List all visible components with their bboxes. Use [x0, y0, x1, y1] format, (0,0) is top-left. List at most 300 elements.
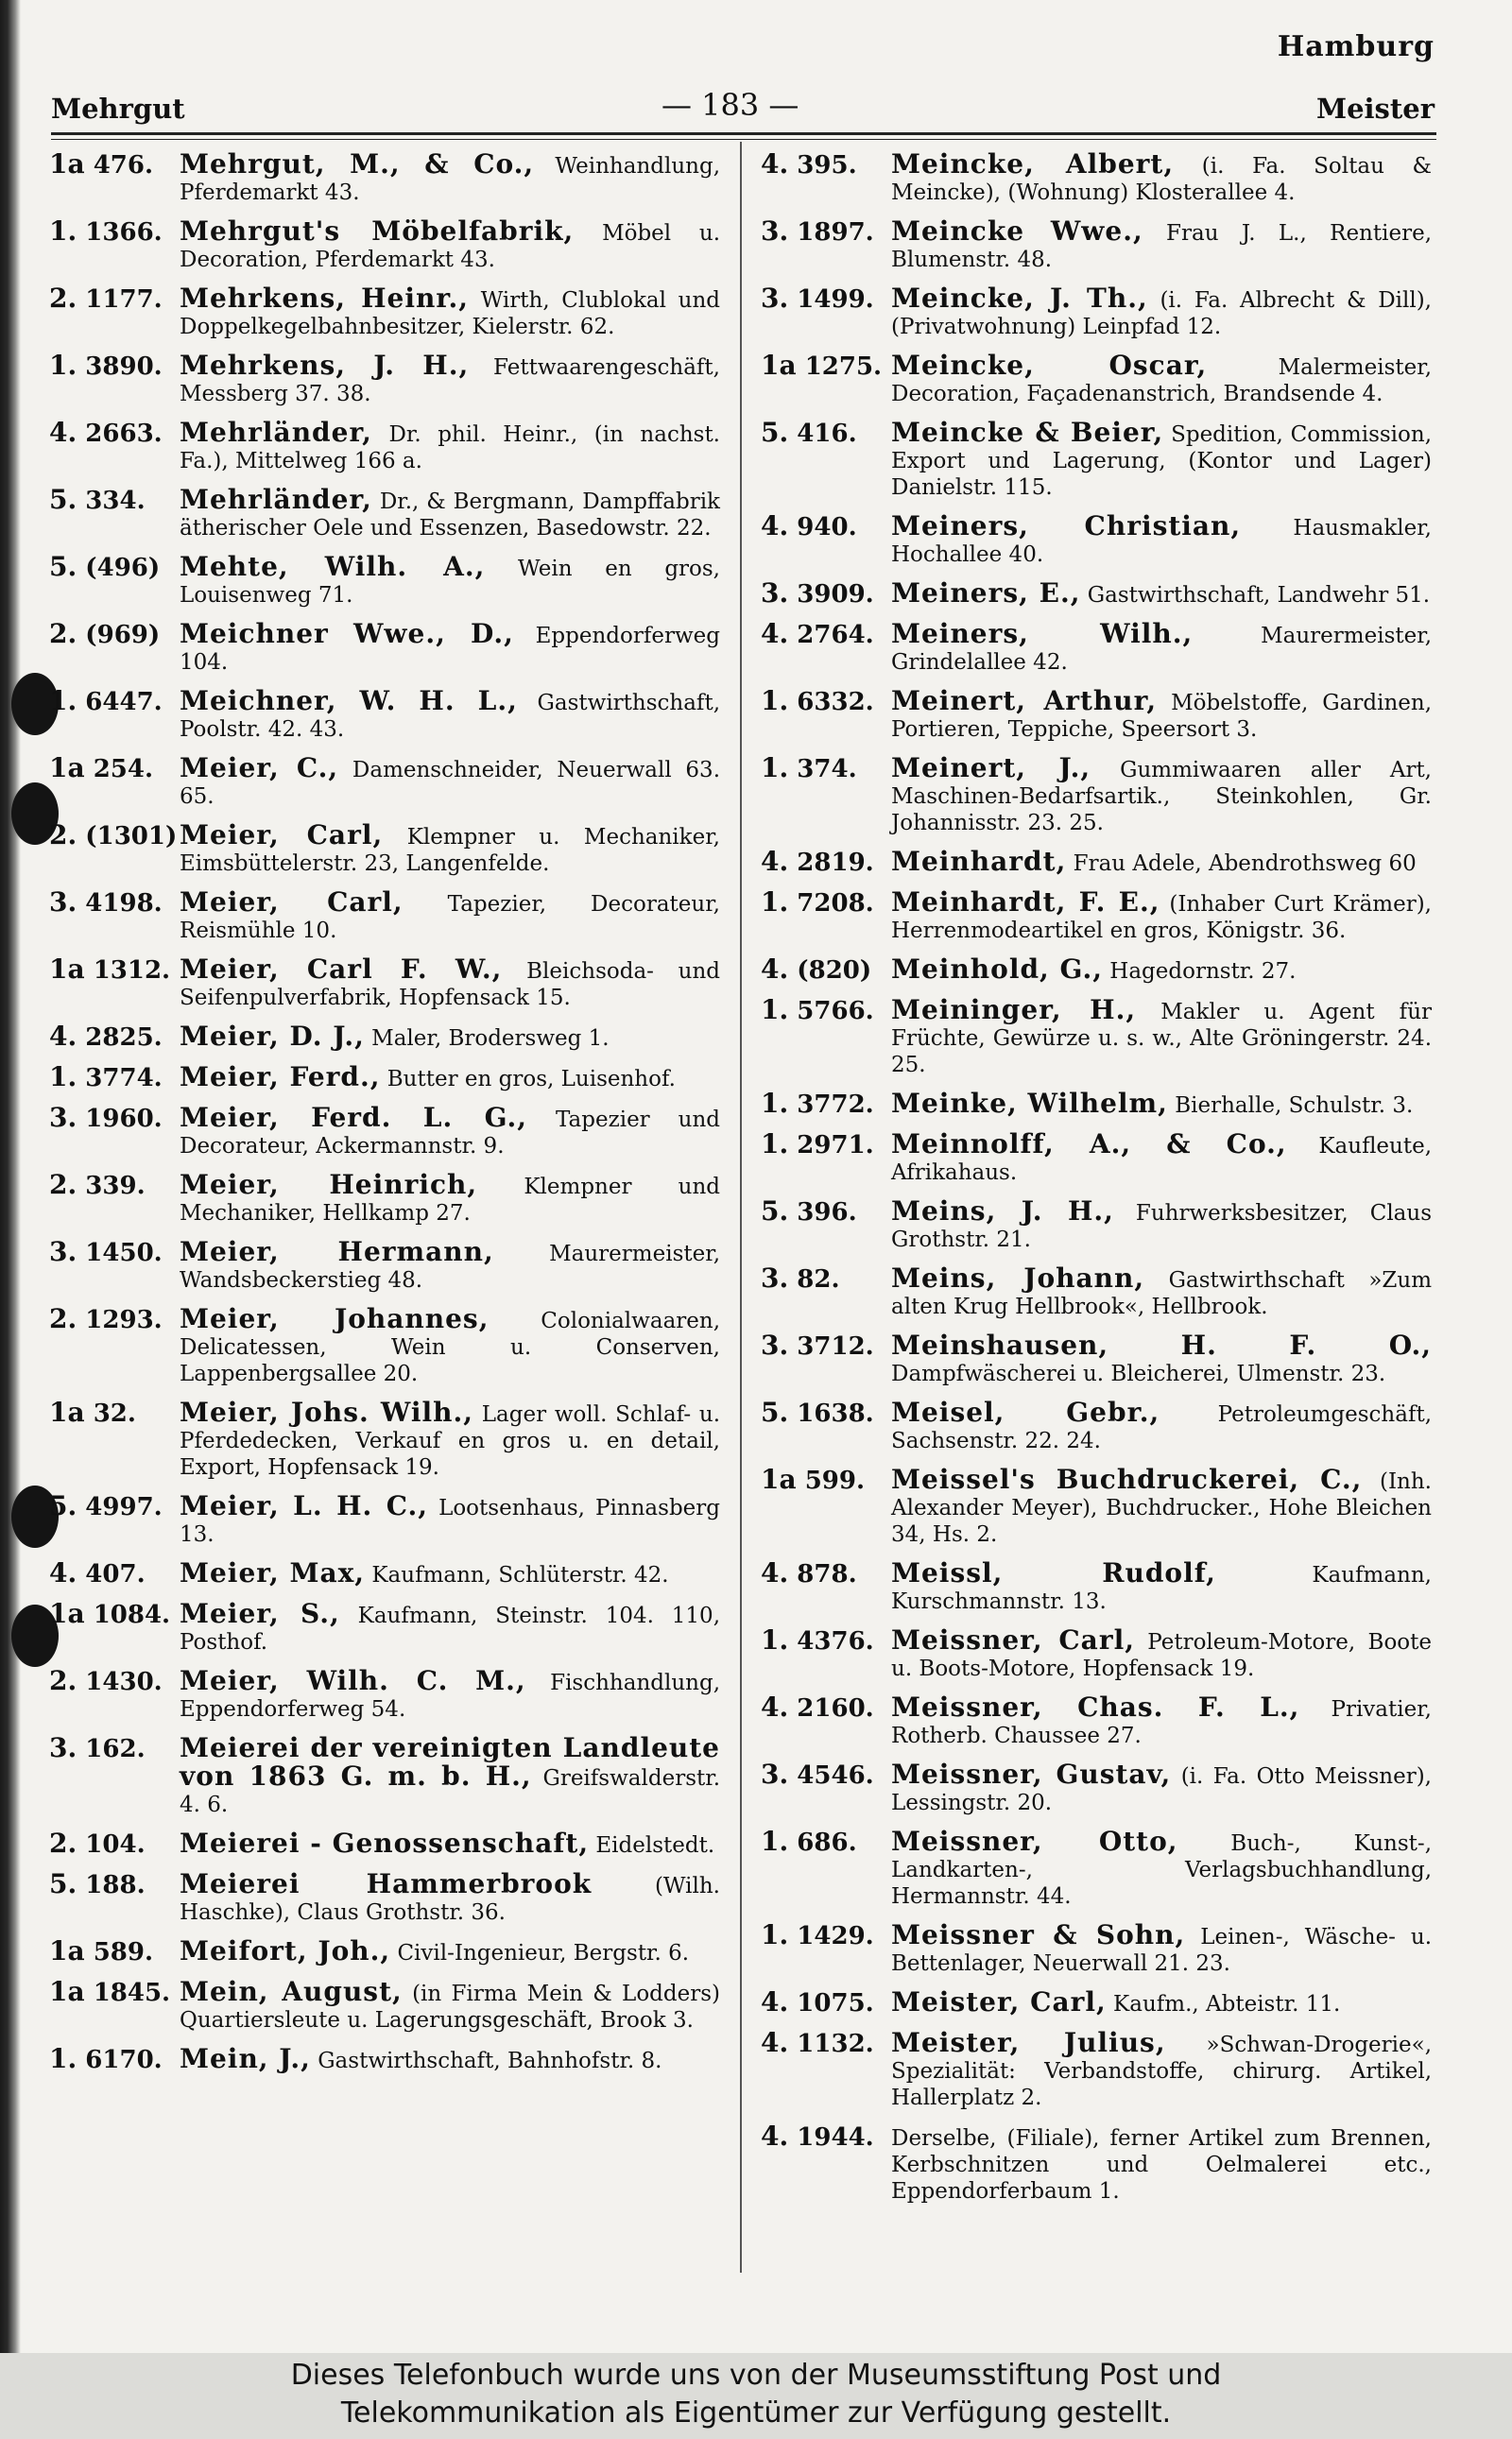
subscriber-details: Tapezier, Decorateur, Reismühle 10. [180, 892, 720, 943]
directory-entry [761, 148, 1433, 206]
line-number: 1499. [797, 285, 874, 314]
directory-entry [761, 1088, 1432, 1119]
line-number: 6170. [85, 2046, 163, 2074]
subscriber-details: Butter en gros, Luisenhof. [387, 1067, 676, 1091]
subscriber-name: Meincke, J. Th., [891, 283, 1148, 314]
line-number: 1293. [85, 1306, 163, 1334]
exchange-zone: 1. [49, 1061, 77, 1092]
phone-number [761, 1262, 840, 1294]
line-number: 339. [85, 1172, 146, 1200]
subscriber-name: Meinnolff, A., & Co., [891, 1128, 1287, 1159]
entry-text [180, 819, 720, 877]
subscriber-details: Bleichsoda- und Seifenpulverfabrik, Hopfensack 15. [180, 959, 721, 1010]
directory-entry [761, 886, 1432, 944]
phone-number [761, 1332, 874, 1360]
exchange-zone: 3. [761, 1262, 789, 1294]
line-number: 1084. [93, 1601, 171, 1629]
phone-number [49, 2043, 163, 2074]
subscriber-name: Meinhardt, [891, 846, 1067, 877]
subscriber-name: Meiners, Wilh., [891, 618, 1194, 649]
exchange-zone: 3. [49, 1732, 77, 1763]
subscriber-details: Petroleumgeschäft, Sachsenstr. 22. 24. [891, 1402, 1433, 1453]
exchange-zone: 4. [761, 846, 789, 877]
subscriber-name: Meier, Johannes, [180, 1303, 490, 1334]
subscriber-name: Meincke, Albert, [891, 148, 1175, 180]
line-number: 82. [797, 1265, 840, 1294]
line-number: 686. [797, 1829, 857, 1857]
subscriber-details: Greifswalderstr. 4. 6. [180, 1766, 721, 1817]
line-number: 1845. [93, 1979, 171, 2007]
subscriber-name: Meier, Carl, [180, 819, 384, 850]
line-number: 599. [804, 1467, 866, 1495]
subscriber-name: Meins, Johann, [891, 1262, 1145, 1294]
exchange-zone: 1a [49, 752, 85, 783]
directory-entry [761, 215, 1432, 273]
page-number: — 183 — [662, 87, 799, 123]
line-number: 162. [85, 1735, 146, 1763]
header-city: Hamburg [1277, 30, 1435, 63]
entry-text [891, 1397, 1433, 1454]
exchange-zone: 3. [761, 283, 789, 314]
entry-text [180, 1557, 720, 1589]
subscriber-details: Derselbe, (Filiale), ferner Artikel zum Brennen, Kerbschnitzen und Oelmalerei etc., Eppendorferbaum 1. [891, 2126, 1432, 2204]
exchange-zone: 4. [761, 953, 789, 985]
phone-number [761, 510, 857, 541]
entry-text [891, 1262, 1432, 1320]
phone-number [49, 1303, 163, 1334]
directory-entry [49, 953, 721, 1011]
line-number: 878. [797, 1560, 857, 1589]
phone-number [761, 685, 874, 716]
phone-number [761, 1761, 874, 1789]
subscriber-name: Meierei - Genossenschaft, [180, 1828, 590, 1859]
subscriber-details: Lootsenhaus, Pinnasberg 13. [180, 1496, 720, 1547]
subscriber-name: Meier, Max, [180, 1557, 366, 1589]
exchange-zone: 1. [761, 685, 789, 716]
entry-text [891, 685, 1433, 743]
exchange-zone: 1. [49, 685, 77, 716]
subscriber-name: Meier, L. H. C., [180, 1490, 429, 1521]
left-column [49, 148, 721, 2087]
directory-entry [49, 1236, 720, 1294]
entry-text [180, 417, 720, 474]
exchange-zone: 4. [761, 1557, 789, 1589]
phone-number [761, 1088, 874, 1119]
phone-number [761, 1557, 857, 1589]
phone-number [49, 1169, 146, 1200]
line-number: 2825. [85, 1023, 163, 1052]
entry-text [891, 953, 1432, 985]
subscriber-name: Meincke, Oscar, [891, 350, 1208, 381]
line-number: 589. [93, 1938, 154, 1967]
line-number: 3712. [797, 1332, 874, 1361]
directory-entry [761, 1624, 1432, 1682]
header-first-word: Mehrgut [51, 93, 185, 125]
subscriber-details: Bierhalle, Schulstr. 3. [1175, 1093, 1414, 1118]
entry-text [891, 1332, 1432, 1387]
subscriber-details: Eidelstedt. [595, 1833, 715, 1858]
directory-entry [49, 1732, 721, 1818]
exchange-zone: 1. [761, 1826, 789, 1857]
line-number: 1638. [797, 1400, 874, 1428]
line-number: 1366. [85, 218, 163, 247]
directory-entry [761, 752, 1432, 836]
phone-number [49, 1830, 146, 1858]
phone-number [49, 148, 154, 180]
subscriber-details: Dampfwäscherei u. Bleicherei, Ulmenstr. 23. [891, 1362, 1386, 1386]
subscriber-details: Damenschneider, Neuerwall 63. 65. [180, 758, 721, 809]
subscriber-name: Mehrkens, Heinr., [180, 283, 470, 314]
subscriber-details: Kaufleute, Afrikahaus. [891, 1134, 1433, 1185]
directory-entry [49, 1102, 720, 1159]
line-number: 32. [93, 1400, 136, 1428]
exchange-zone: 1. [761, 752, 789, 783]
subscriber-name: Meifort, Joh., [180, 1935, 391, 1967]
subscriber-details: Gastwirthschaft, Bahnhofstr. 8. [318, 2049, 662, 2073]
exchange-zone: 1. [49, 215, 77, 247]
exchange-zone: 3. [761, 215, 789, 247]
phone-number [761, 618, 874, 649]
phone-number [49, 484, 146, 515]
subscriber-name: Meinert, Arthur, [891, 685, 1158, 716]
subscriber-details: Kaufm., Abteistr. 11. [1113, 1992, 1341, 2017]
line-number: 1897. [797, 218, 874, 247]
line-number: 395. [797, 151, 857, 180]
phone-number [49, 352, 163, 380]
entry-text [180, 484, 720, 541]
directory-entry [761, 2123, 1432, 2205]
exchange-zone: 3. [761, 1759, 789, 1790]
line-number: 188. [85, 1871, 146, 1899]
directory-entry [49, 618, 720, 676]
directory-entry [49, 752, 721, 810]
subscriber-details: (i. Fa. Albrecht & Dill), (Privatwohnung) Leinpfad 12. [891, 288, 1432, 339]
directory-entry [761, 285, 1432, 340]
entry-text [891, 886, 1432, 944]
directory-entry [761, 1694, 1432, 1749]
line-number: 1429. [797, 1922, 874, 1950]
exchange-zone: 1a [761, 350, 797, 381]
exchange-zone: 4. [761, 1986, 789, 2018]
entry-text [180, 1868, 720, 1926]
entry-text [891, 1826, 1432, 1910]
phone-number [49, 1598, 171, 1629]
exchange-zone: 2. [49, 283, 77, 314]
subscriber-name: Meins, J. H., [891, 1195, 1114, 1227]
directory-entry [49, 1557, 720, 1589]
subscriber-details: Hausmakler, Hochallee 40. [891, 516, 1432, 567]
subscriber-details: Privatier, Rotherb. Chaussee 27. [891, 1697, 1432, 1748]
exchange-zone: 4. [761, 1692, 789, 1723]
phone-number [761, 1694, 874, 1722]
entry-text [180, 2043, 720, 2074]
entry-text [891, 577, 1432, 609]
exchange-zone: 1a [49, 1935, 85, 1967]
subscriber-name: Mehrländer, [180, 417, 372, 448]
directory-entry [761, 417, 1433, 501]
entry-text [891, 1464, 1432, 1548]
phone-number [761, 2027, 874, 2058]
directory-entry [49, 285, 720, 340]
subscriber-name: Meinhold, G., [891, 953, 1103, 985]
exchange-zone: 1. [761, 1624, 789, 1656]
exchange-zone: 1a [49, 953, 85, 985]
exchange-zone: 5. [49, 484, 77, 515]
entry-text [891, 2027, 1433, 2111]
directory-entry [761, 2027, 1433, 2111]
phone-number [761, 352, 882, 380]
line-number: 1450. [85, 1239, 163, 1267]
directory-entry [761, 618, 1432, 676]
line-number: 4546. [797, 1761, 874, 1790]
directory-entry [49, 1061, 720, 1092]
line-number: (969) [85, 621, 161, 649]
directory-entry [761, 846, 1432, 877]
entry-text [891, 1694, 1432, 1749]
subscriber-name: Meiners, Christian, [891, 510, 1242, 541]
subscriber-details: Weinhandlung, Pferdemarkt 43. [180, 154, 721, 205]
subscriber-name: Meichner Wwe., D., [180, 618, 514, 649]
subscriber-details: Gastwirthschaft, Landwehr 51. [1087, 583, 1431, 608]
subscriber-details: Fettwaarengeschäft, Messberg 37. 38. [180, 355, 720, 406]
entry-text [180, 1976, 721, 2034]
directory-entry [49, 1397, 720, 1481]
subscriber-details: Möbel u. Decoration, Pferdemarkt 43. [180, 221, 721, 272]
entry-text [180, 1236, 720, 1294]
entry-text [891, 618, 1432, 676]
subscriber-name: Meissner, Carl, [891, 1624, 1135, 1656]
line-number: 940. [797, 513, 857, 541]
entry-text [180, 1935, 720, 1967]
subscriber-name: Mehte, Wilh. A., [180, 551, 486, 582]
phone-number [761, 2123, 874, 2151]
subscriber-name: Mein, J., [180, 2043, 311, 2074]
subscriber-details: Gastwirthschaft, Poolstr. 42. 43. [180, 691, 721, 742]
line-number: 3774. [85, 1064, 163, 1092]
entry-text [180, 886, 720, 944]
subscriber-details: Tapezier und Decorateur, Ackermannstr. 9. [180, 1108, 720, 1159]
exchange-zone: 4. [761, 510, 789, 541]
phone-number [49, 1665, 163, 1696]
subscriber-name: Meier, Carl, [180, 886, 404, 918]
exchange-zone: 5. [761, 1397, 789, 1428]
subscriber-name: Meier, Johs. Wilh., [180, 1397, 473, 1428]
subscriber-name: Meincke & Beier, [891, 417, 1164, 448]
line-number: 407. [85, 1560, 146, 1589]
entry-text [891, 510, 1432, 568]
subscriber-details: Maler, Brodersweg 1. [371, 1026, 610, 1051]
subscriber-name: Mein, August, [180, 1976, 403, 2007]
phone-number [761, 1624, 874, 1656]
directory-entry [49, 148, 721, 206]
line-number: 104. [85, 1830, 146, 1859]
directory-entry [49, 1598, 721, 1656]
subscriber-name: Mehrkens, J. H., [180, 350, 470, 381]
subscriber-name: Meiners, E., [891, 577, 1081, 609]
line-number: 1430. [85, 1668, 163, 1696]
subscriber-name: Meier, C., [180, 752, 339, 783]
entry-text [891, 994, 1432, 1078]
subscriber-name: Meier, Hermann, [180, 1236, 494, 1267]
entry-text [891, 1919, 1433, 1977]
entry-text [180, 215, 721, 273]
entry-text [180, 1397, 720, 1481]
subscriber-details: Maurermeister, Wandsbeckerstieg 48. [180, 1242, 720, 1293]
entry-text [180, 1169, 721, 1227]
directory-entry [49, 2043, 720, 2074]
header-rule-thin [51, 139, 1436, 140]
exchange-zone: 3. [49, 886, 77, 918]
directory-entry [49, 551, 720, 609]
footer-note [0, 2353, 1512, 2439]
entry-text [891, 1624, 1432, 1682]
subscriber-name: Meisel, Gebr., [891, 1397, 1160, 1428]
line-number: 2764. [797, 621, 874, 649]
directory-entry [49, 1023, 720, 1052]
exchange-zone: 3. [49, 1102, 77, 1133]
phone-number [49, 1935, 154, 1967]
phone-number [49, 1732, 146, 1763]
column-divider [740, 142, 742, 2273]
footer-line-1: Dieses Telefonbuch wurde uns von der Museumsstiftung Post und [290, 2359, 1222, 2392]
subscriber-details: Wein en gros, Louisenweg 71. [180, 557, 720, 608]
exchange-zone: 4. [761, 618, 789, 649]
subscriber-name: Meissner, Chas. F. L., [891, 1692, 1300, 1723]
directory-entry [761, 1557, 1432, 1615]
subscriber-details: Eppendorferweg 104. [180, 624, 720, 675]
phone-number [49, 1236, 163, 1267]
directory-entry [761, 1761, 1432, 1816]
line-number: 1944. [797, 2123, 874, 2152]
exchange-zone: 1. [761, 1128, 789, 1159]
entry-text [180, 1023, 720, 1052]
subscriber-details: Kaufmann, Kurschmannstr. 13. [891, 1563, 1432, 1614]
phone-number [49, 551, 161, 582]
phone-number [761, 148, 857, 180]
entry-text [891, 846, 1432, 877]
subscriber-name: Meissner, Otto, [891, 1826, 1178, 1857]
subscriber-details: Leinen-, Wäsche- u. Bettenlager, Neuerwall 21. 23. [891, 1925, 1433, 1976]
phone-number [49, 752, 154, 783]
subscriber-details: Frau Adele, Abendrothsweg 60 [1073, 851, 1417, 876]
exchange-zone: 2. [49, 618, 77, 649]
entry-text [891, 148, 1433, 206]
line-number: 254. [93, 755, 154, 783]
line-number: (820) [797, 956, 872, 985]
header-rule [51, 132, 1436, 135]
line-number: 3772. [797, 1091, 874, 1119]
subscriber-name: Meichner, W. H. L., [180, 685, 518, 716]
subscriber-details: Dr., & Bergmann, Dampffabrik ätherischer Oele und Essenzen, Basedowstr. 22. [180, 490, 720, 541]
directory-entry [49, 352, 720, 407]
subscriber-details: Kaufmann, Steinstr. 104. 110, Posthof. [180, 1604, 721, 1655]
subscriber-name: Meinke, Wilhelm, [891, 1088, 1168, 1119]
subscriber-details: Möbelstoffe, Gardinen, Portieren, Teppiche, Speersort 3. [891, 691, 1433, 742]
exchange-zone: 3. [761, 577, 789, 609]
line-number: 4997. [85, 1493, 163, 1521]
directory-entry [761, 1464, 1432, 1548]
directory-entry [49, 819, 720, 877]
directory-entry [49, 1935, 720, 1967]
entry-text [180, 352, 720, 407]
subscriber-details: (Inhaber Curt Krämer), Herrenmodeartikel en gros, Königstr. 36. [891, 892, 1432, 943]
directory-entry [49, 1490, 720, 1548]
subscriber-name: Meier, Heinrich, [180, 1169, 478, 1200]
line-number: 1312. [93, 956, 171, 985]
entry-text [180, 1665, 720, 1723]
line-number: 6447. [85, 688, 163, 716]
directory-entry [49, 1868, 720, 1926]
entry-text [180, 1102, 720, 1159]
directory-entry [761, 1195, 1433, 1253]
exchange-zone: 4. [49, 1557, 77, 1589]
phone-number [761, 846, 874, 877]
directory-entry [49, 1169, 721, 1227]
subscriber-details: Frau J. L., Rentiere, Blumenstr. 48. [891, 221, 1432, 272]
subscriber-name: Meissner, Gustav, [891, 1759, 1172, 1790]
entry-text [891, 1761, 1432, 1816]
subscriber-name: Meier, Ferd. L. G., [180, 1102, 528, 1133]
subscriber-name: Meinert, J., [891, 752, 1091, 783]
phone-number [49, 215, 163, 247]
subscriber-details: Maurermeister, Grindelallee 42. [891, 624, 1432, 675]
phone-number [49, 1023, 163, 1051]
entry-text [180, 148, 721, 206]
subscriber-name: Meier, S., [180, 1598, 340, 1629]
directory-entry [49, 685, 721, 743]
subscriber-details: Klempner u. Mechaniker, Eimsbüttelerstr. 23, Langenfelde. [180, 825, 720, 876]
phone-number [761, 953, 872, 985]
entry-text [891, 285, 1432, 340]
right-column [761, 148, 1433, 2217]
directory-entry [761, 510, 1432, 568]
subscriber-details: (Inh. Alexander Meyer), Buchdrucker., Hohe Bleichen 34, Hs. 2. [891, 1469, 1432, 1547]
subscriber-details: Colonialwaaren, Delicatessen, Wein u. Conserven, Lappenbergsallee 20. [180, 1309, 721, 1386]
subscriber-details: (i. Fa. Soltau & Meincke), (Wohnung) Klosterallee 4. [891, 154, 1433, 205]
subscriber-details: Lager woll. Schlaf- u. Pferdedecken, Verkauf en gros u. en detail, Export, Hopfensack 19. [180, 1402, 720, 1480]
line-number: 1275. [804, 352, 883, 381]
exchange-zone: 1a [49, 1976, 85, 2007]
phone-number [49, 1868, 146, 1899]
exchange-zone: 4. [761, 2027, 789, 2058]
phone-number [761, 1986, 874, 2018]
line-number: 334. [85, 487, 146, 515]
exchange-zone: 1. [761, 886, 789, 918]
subscriber-details: Buch-, Kunst-, Landkarten-, Verlagsbuchhandlung, Hermannstr. 44. [891, 1831, 1432, 1909]
subscriber-details: Klempner und Mechaniker, Hellkamp 27. [180, 1175, 721, 1226]
directory-entry [761, 1332, 1432, 1387]
subscriber-details: (Wilh. Haschke), Claus Grothstr. 36. [180, 1874, 720, 1925]
line-number: 4376. [797, 1627, 874, 1656]
line-number: 2819. [797, 849, 874, 877]
line-number: 1075. [797, 1989, 874, 2018]
directory-entry [761, 1397, 1433, 1454]
subscriber-name: Meierei der vereinigten Landleute von 1863 G. m. b. H., [180, 1732, 720, 1792]
subscriber-details: Gastwirthschaft »Zum alten Krug Hellbrook«, Hellbrook. [891, 1268, 1432, 1319]
line-number: 7208. [797, 889, 874, 918]
phone-number [761, 1826, 857, 1857]
line-number: (496) [85, 554, 161, 582]
subscriber-name: Meier, D. J., [180, 1021, 365, 1052]
phone-number [761, 1195, 857, 1227]
phone-number [761, 752, 857, 783]
subscriber-details: (i. Fa. Otto Meissner), Lessingstr. 20. [891, 1764, 1432, 1815]
subscriber-details: Hagedornstr. 27. [1109, 959, 1297, 984]
exchange-zone: 1a [761, 1464, 797, 1495]
directory-entry [49, 1665, 720, 1723]
phone-number [49, 1397, 136, 1428]
subscriber-name: Meister, Carl, [891, 1986, 1107, 2018]
